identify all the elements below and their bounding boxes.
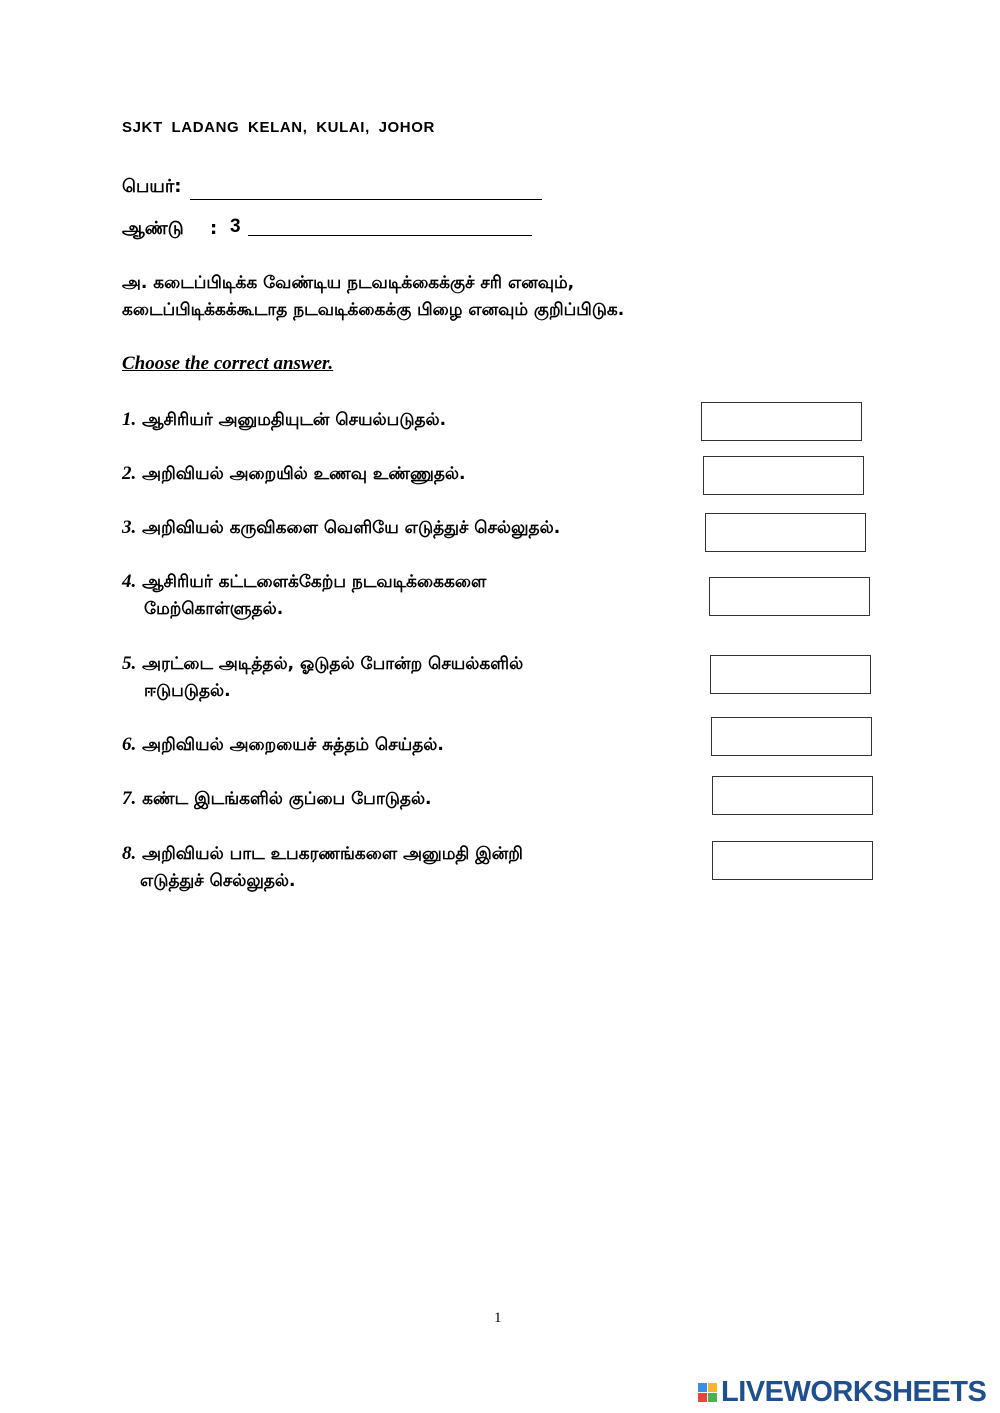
logo-square-green: [708, 1393, 717, 1402]
question-item: [122, 731, 702, 759]
liveworksheets-logo-icon: [698, 1383, 717, 1402]
logo-square-yellow: [708, 1383, 717, 1392]
question-number: 5.: [122, 653, 137, 674]
year-label: ஆண்டு: [122, 218, 184, 239]
answer-box[interactable]: [712, 776, 873, 815]
question-text-continued: எடுத்துச் செல்லுதல்.: [140, 871, 296, 891]
logo-square-red: [698, 1393, 707, 1402]
instruction-line-2: கடைப்பிடிக்கக்கூடாத நடவடிக்கைக்கு பிழை எனவும் குறிப்பிடுக.: [122, 300, 625, 320]
english-instruction: Choose the correct answer.: [122, 353, 334, 374]
answer-box[interactable]: [709, 577, 870, 616]
answer-box[interactable]: [701, 402, 862, 441]
question-text: அறிவியல் அறையில் உணவு உண்ணுதல்.: [142, 464, 466, 484]
question-text-continued: ஈடுபடுதல்.: [144, 681, 231, 701]
answer-box[interactable]: [710, 655, 871, 694]
brand-text: LIVEWORKSHEETS: [721, 1376, 987, 1408]
question-text: கண்ட இடங்களில் குப்பை போடுதல்.: [142, 789, 432, 809]
question-item: [122, 406, 702, 434]
answer-box[interactable]: [711, 717, 872, 756]
name-label: பெயர்:: [122, 176, 182, 197]
question-text: அரட்டை அடித்தல், ஓடுதல் போன்ற செயல்களில்: [142, 654, 524, 674]
question-number: 1.: [122, 409, 137, 430]
question-text: அறிவியல் பாட உபகரணங்களை அனுமதி இன்றி: [142, 844, 523, 864]
liveworksheets-logo[interactable]: [698, 1376, 986, 1409]
answer-box[interactable]: [703, 456, 864, 495]
year-colon: :: [210, 218, 218, 239]
question-number: 6.: [122, 734, 137, 755]
question-number: 8.: [122, 843, 137, 864]
question-item: [122, 840, 702, 895]
logo-square-blue: [698, 1383, 707, 1392]
page-number: 1: [494, 1310, 502, 1326]
question-item: [122, 785, 702, 813]
answer-box[interactable]: [705, 513, 866, 552]
school-name: SJKT LADANG KELAN, KULAI, JOHOR: [122, 119, 435, 136]
question-number: 7.: [122, 788, 137, 809]
question-text: ஆசிரியர் அனுமதியுடன் செயல்படுதல்.: [142, 410, 447, 430]
question-text: அறிவியல் அறையைச் சுத்தம் செய்தல்.: [142, 735, 444, 755]
question-number: 3.: [122, 517, 137, 538]
instructions: [122, 270, 842, 324]
question-item: [122, 460, 702, 488]
name-input-line[interactable]: [190, 199, 542, 200]
question-item: [122, 568, 702, 623]
question-item: [122, 514, 712, 542]
instruction-line-1: அ. கடைப்பிடிக்க வேண்டிய நடவடிக்கைக்குச் சரி எனவும்,: [122, 273, 575, 293]
question-text: அறிவியல் கருவிகளை வெளியே எடுத்துச் செல்லுதல்.: [142, 518, 561, 538]
year-value: 3: [230, 216, 241, 237]
question-number: 4.: [122, 571, 137, 592]
question-number: 2.: [122, 463, 137, 484]
question-item: [122, 650, 702, 705]
year-input-line[interactable]: [248, 235, 532, 236]
question-text: ஆசிரியர் கட்டளைக்கேற்ப நடவடிக்கைகளை: [142, 572, 487, 592]
question-text-continued: மேற்கொள்ளுதல்.: [144, 599, 284, 619]
answer-box[interactable]: [712, 841, 873, 880]
